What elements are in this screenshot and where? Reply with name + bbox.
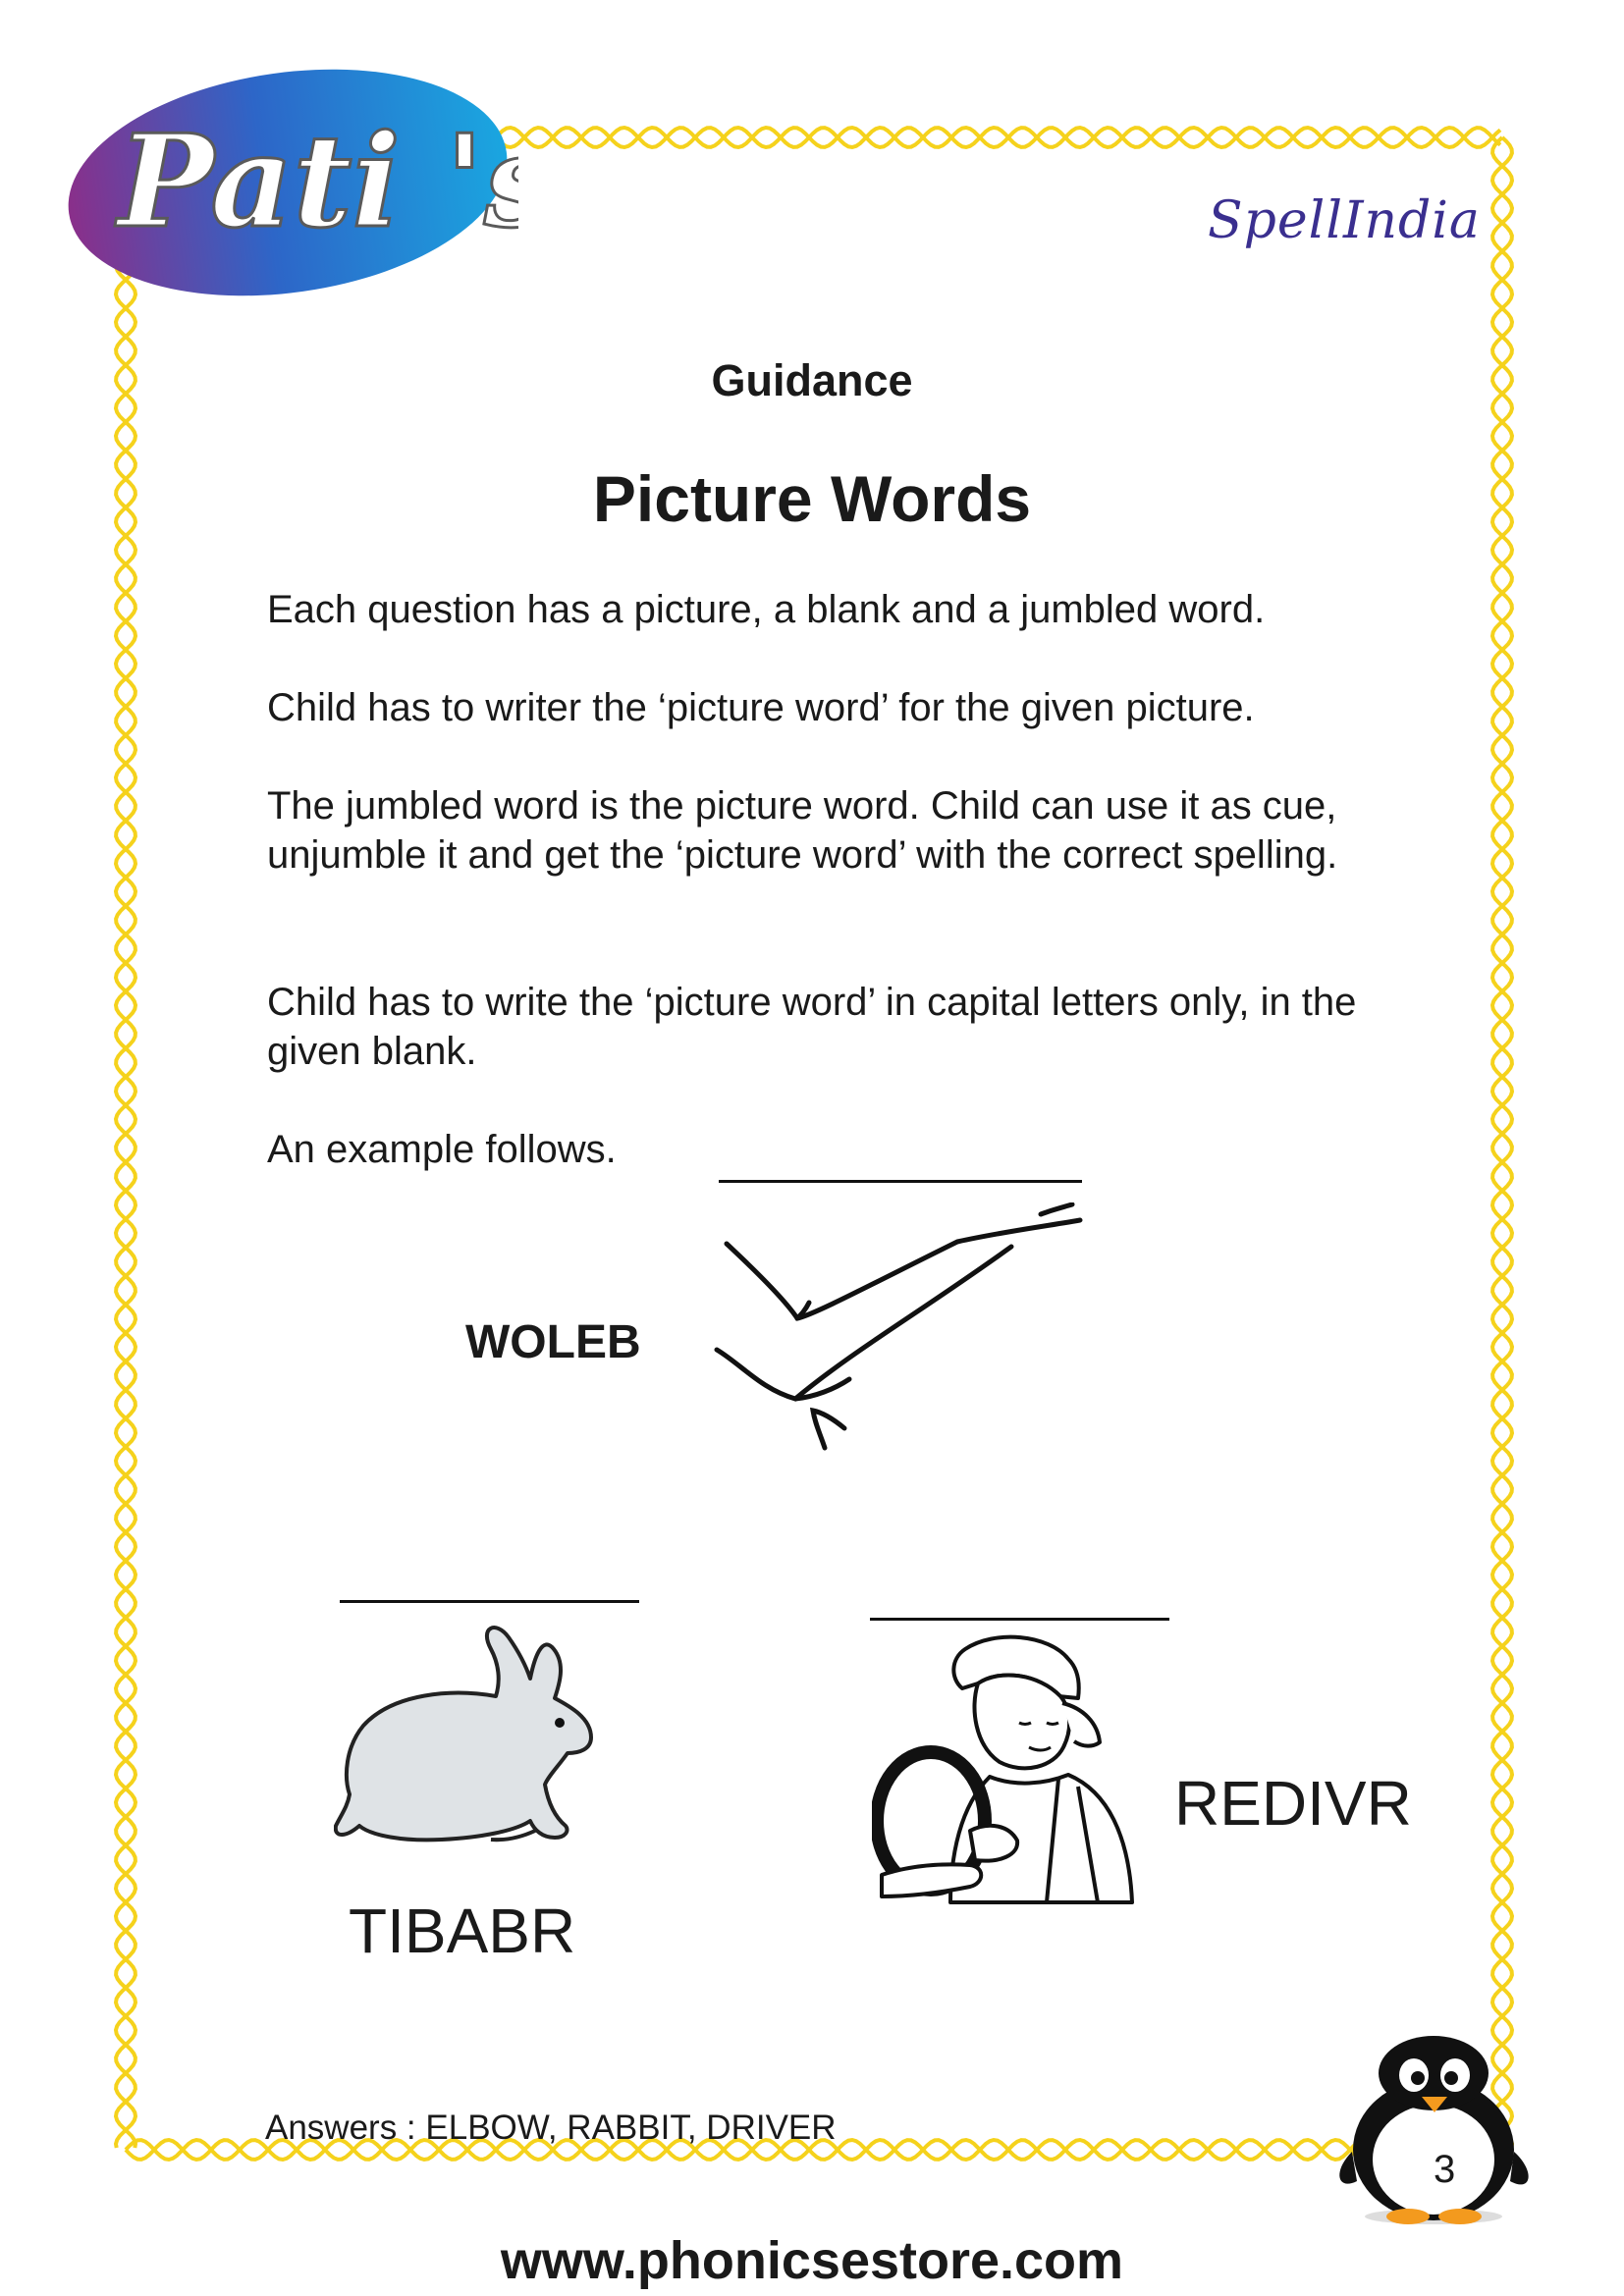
penguin-mascot — [1318, 2034, 1553, 2235]
rabbit-illustration — [334, 1620, 609, 1870]
example-jumbled-word: WOLEB — [465, 1316, 641, 1368]
spellindia-tagline: SpellIndia — [1208, 191, 1481, 250]
instruction-paragraph-1: Each question has a picture, a blank and a jumbled word. — [267, 588, 1266, 631]
instruction-paragraph-4: Child has to write the ‘picture word’ in capital letters only, in the given blank. — [267, 981, 1357, 1073]
driver-illustration — [872, 1629, 1137, 1909]
logo-text: Pati 's — [118, 106, 518, 256]
instruction-paragraph-3: The jumbled word is the picture word. Child can use it as cue, unjumble it and get the ‘picture word’ with the correct spelling. — [267, 784, 1338, 877]
page-number: 3 — [1434, 2148, 1456, 2191]
instruction-paragraph-2: Child has to writer the ‘picture word’ for the given picture. — [267, 686, 1255, 729]
driver-jumbled-word: REDIVR — [1174, 1768, 1412, 1839]
patis-logo — [57, 57, 518, 312]
website-footer-link[interactable]: www.phonicsestore.com — [500, 2231, 1124, 2290]
driver-answer-blank[interactable] — [870, 1618, 1169, 1621]
guidance-heading: Guidance — [711, 355, 913, 405]
elbow-drawing — [707, 1202, 1119, 1463]
answers-line: Answers : ELBOW, RABBIT, DRIVER — [265, 2109, 837, 2147]
rabbit-answer-blank[interactable] — [340, 1600, 639, 1603]
page-title: Picture Words — [592, 462, 1032, 535]
instruction-paragraph-5: An example follows. — [267, 1128, 617, 1171]
rabbit-jumbled-word: TIBABR — [349, 1896, 576, 1966]
example-answer-blank[interactable] — [719, 1180, 1082, 1183]
